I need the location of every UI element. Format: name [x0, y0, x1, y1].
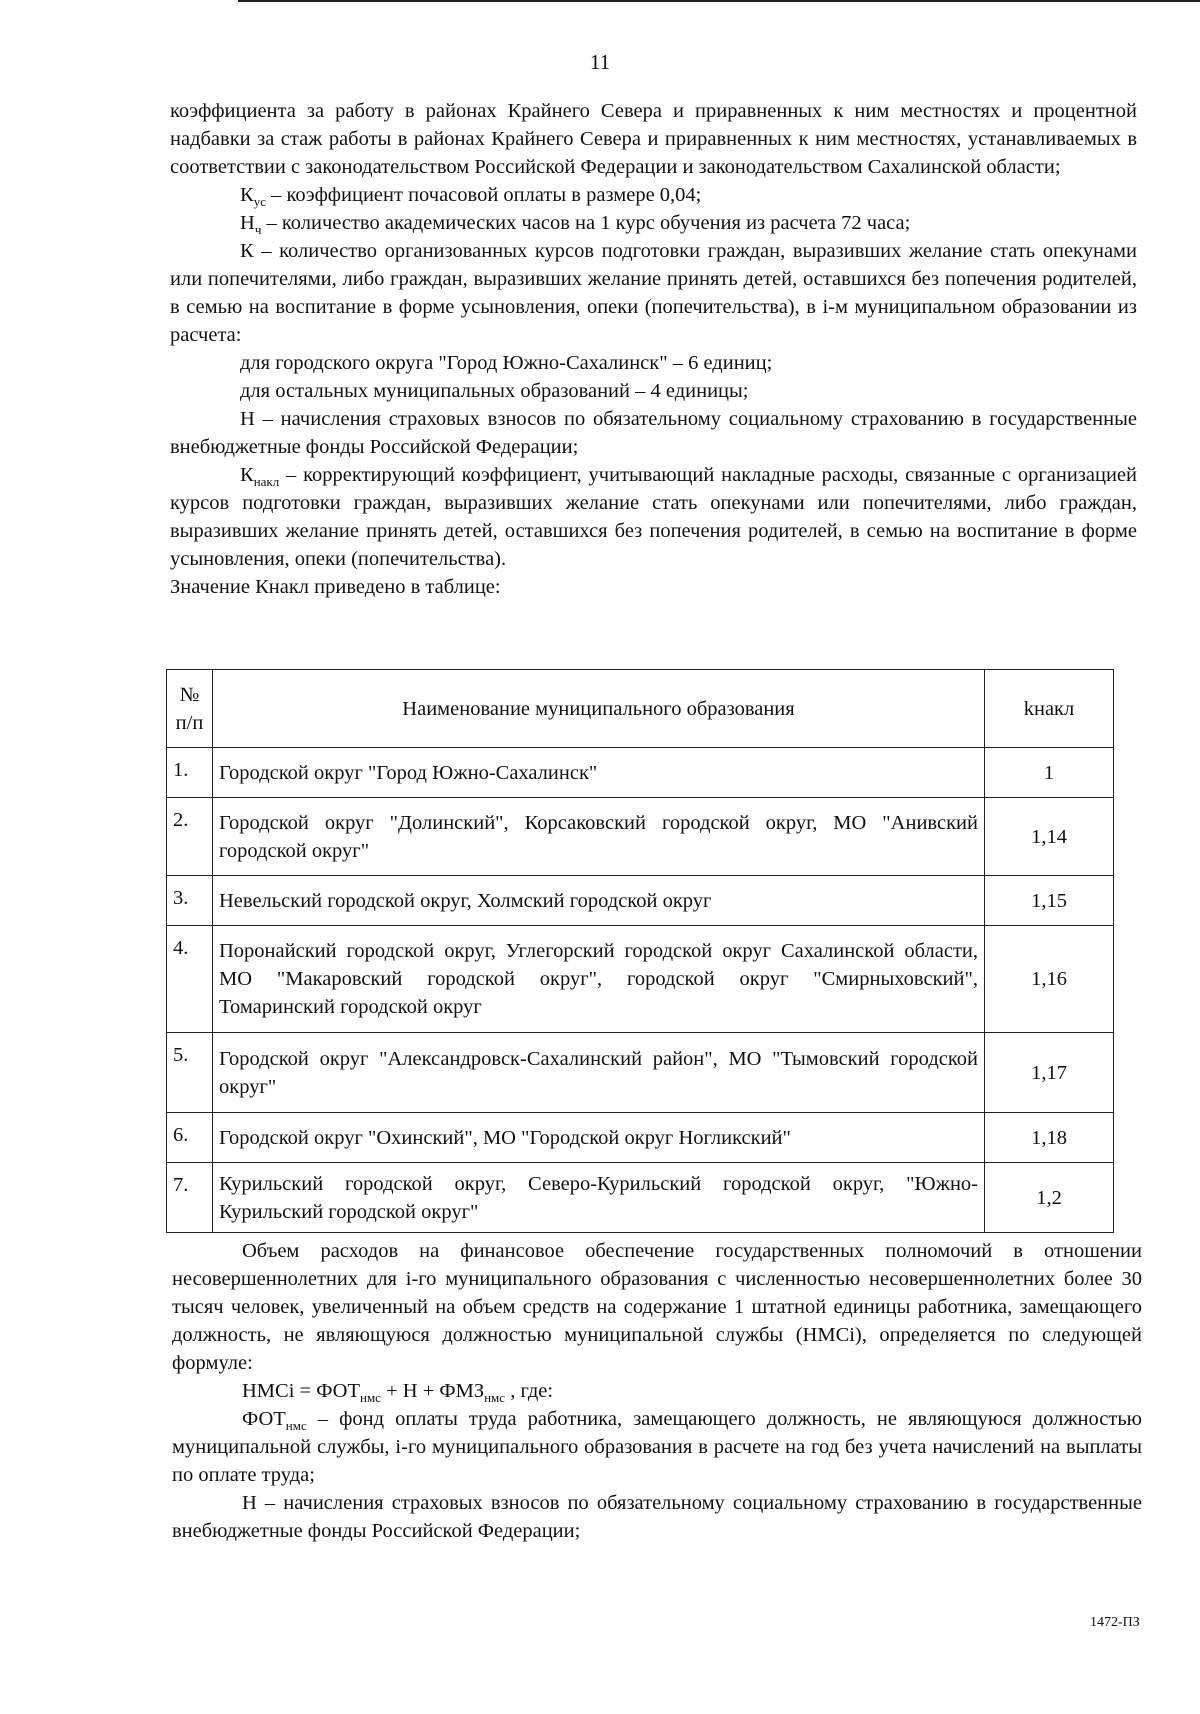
kus-definition: $К_{ус}$ – коэффициент почасовой оплаты в размере 0,04;: [240, 184, 702, 210]
n-definition: Н – начисления страховых взносов по обязательному социальному страхованию в государственные внебюджетные фонды Российской Федерации;: [170, 408, 1137, 458]
n-definition-2: Н – начисления страховых взносов по обязательному социальному страхованию в государственные внебюджетные фонды Российской Федерации;: [172, 1492, 1142, 1542]
table-header-row: [167, 670, 1114, 748]
table-intro: Значение Кнакл приведено в таблице:: [170, 576, 501, 598]
document-id: 1472-ПЗ: [1090, 1615, 1140, 1630]
page-number: 11: [589, 50, 611, 74]
intro-paragraph: коэффициента за работу в районах Крайнего Севера и приравненных к ним местностях и процентной надбавки за стаж работы в районах Крайнего Севера и приравненных к ним местностях, устанавливаемых в соответствии с законодательством Российской Федерации и законодательством Сахалинской области;: [170, 100, 1137, 178]
table-row: 4. Поронайский городской округ, Углегорский городской округ Сахалинской области, МО "Макаровский городской округ", городской округ "Смирныховский", Томаринский городской округ 1,16: [167, 926, 1114, 1033]
table-row: 5. Городской округ "Александровск-Сахалинский район", МО "Тымовский городской округ" 1,17: [167, 1033, 1114, 1113]
k-city-value: для городского округа "Город Южно-Сахалинск" – 6 единиц;: [240, 352, 773, 374]
table-row: 2. Городской округ "Долинский", Корсаковский городской округ, МО "Анивский городской округ" 1,14: [167, 798, 1114, 876]
intro-text: [170, 97, 1137, 601]
fot-definition: $ФОТ_{нмс}$ – фонд оплаты труда работника, замещающего должность, не являющуюся должностью муниципальной службы, i-го муниципального образования в расчете на год без учета начислений на выплаты по оплате труда;: [172, 1408, 1142, 1486]
table-row: 7. Курильский городской округ, Северо-Курильский городской округ, "Южно-Курильский городской округ" 1,2: [167, 1163, 1114, 1233]
header-num: № п/п: [167, 670, 213, 748]
k-other-value: для остальных муниципальных образований – 4 единицы;: [240, 380, 749, 402]
table-row: 3. Невельский городской округ, Холмский городской округ 1,15: [167, 876, 1114, 926]
knakl-table: [166, 669, 1114, 1233]
nmc-formula: НМСi = $ФОТ_{нмс} + Н + ФМЗ_{нмс}$ , где:: [242, 1380, 554, 1406]
nch-definition: $Н_ч$ – количество академических часов на 1 курс обучения из расчета 72 часа;: [240, 212, 911, 238]
table-row: 6. Городской округ "Охинский", МО "Городской округ Ногликский" 1,18: [167, 1113, 1114, 1163]
top-border-line: [238, 0, 1200, 2]
table-row: 1. Городской округ "Город Южно-Сахалинск" 1: [167, 748, 1114, 798]
after-table-text: [172, 1237, 1142, 1545]
header-value: kнакл: [985, 670, 1114, 748]
header-name: Наименование муниципального образования: [213, 670, 985, 748]
nmc-paragraph: Объем расходов на финансовое обеспечение государственных полномочий в отношении несовершеннолетних для i-го муниципального образования с численностью несовершеннолетних более 30 тысяч человек, увеличенный на объем средств на содержание 1 штатной единицы работника, замещающего должность, не являющуюся должностью муниципальной службы (НМСi), определяется по следующей формуле:: [172, 1240, 1142, 1374]
k-definition: К – количество организованных курсов подготовки граждан, выразивших желание стать опекунами или попечителями, либо граждан, выразивших желание принять детей, оставшихся без попечения родителей, в семью на воспитание в форме усыновления, опеки (попечительства), в i-м муниципальном образовании из расчета:: [170, 240, 1137, 346]
knakl-definition: $К_{накл}$ – корректирующий коэффициент, учитывающий накладные расходы, связанные с организацией курсов подготовки граждан, выразивших желание стать опекунами или попечителями, либо граждан, выразивших желание принять детей, оставшихся без попечения родителей, в семью на воспитание в форме усыновления, опеки (попечительства).: [170, 464, 1137, 570]
